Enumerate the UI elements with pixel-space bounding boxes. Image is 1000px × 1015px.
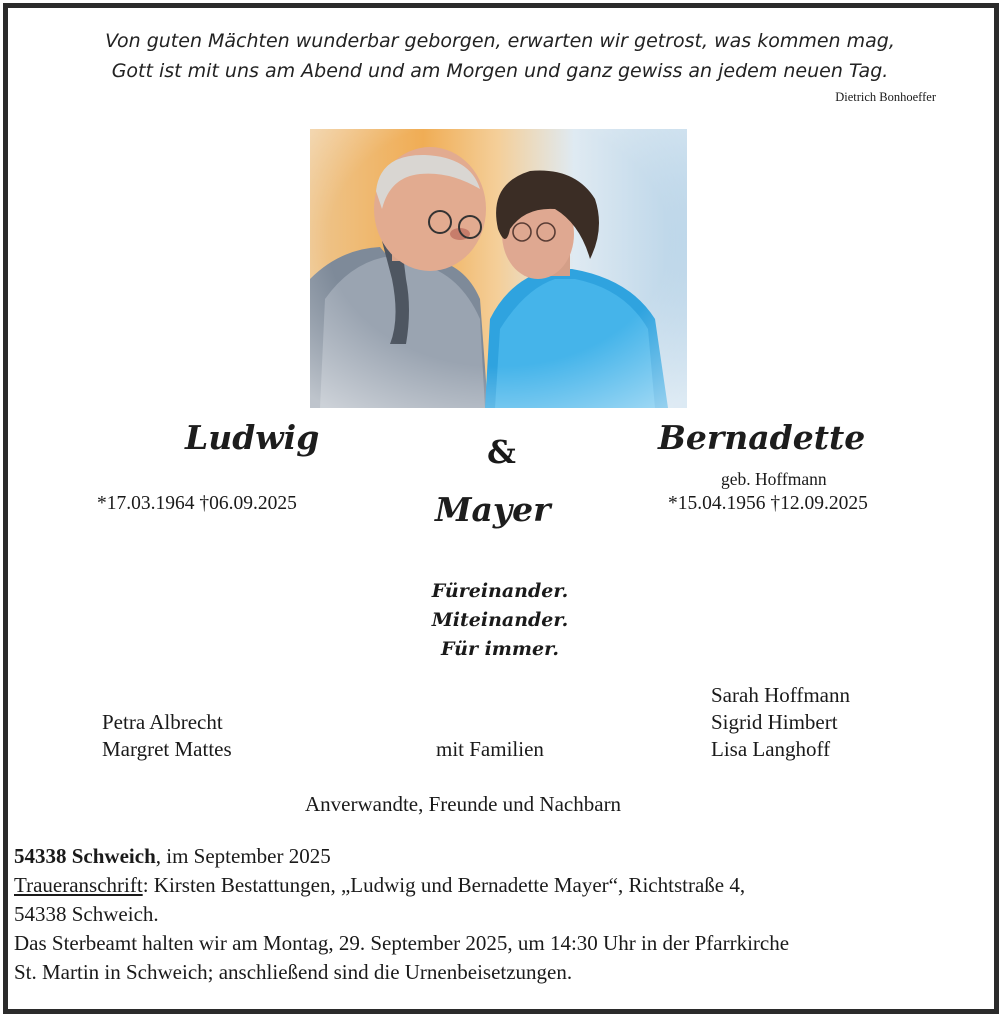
first-name-left: Ludwig xyxy=(185,418,320,457)
quote-line-1: Von guten Mächten wunderbar geborgen, erwarten wir getrost, was kommen mag, xyxy=(105,30,895,52)
dates-left: *17.03.1964 †06.09.2025 xyxy=(97,493,297,514)
service-line-1: Das Sterbeamt halten wir am Montag, 29. September 2025, um 14:30 Uhr in der Pfarrkirche xyxy=(14,931,790,955)
dates-right: *15.04.1956 †12.09.2025 xyxy=(668,493,868,514)
service-line-2: St. Martin in Schweich; anschließend sind die Urnenbeisetzungen. xyxy=(14,960,573,984)
address-label: Traueranschrift xyxy=(14,873,143,897)
place-date: , im September 2025 xyxy=(155,844,331,868)
mourner-right-3: Lisa Langhoff xyxy=(711,737,831,761)
mourners-others: Anverwandte, Freunde und Nachbarn xyxy=(305,792,622,816)
first-name-right: Bernadette xyxy=(658,418,866,457)
ampersand: & xyxy=(487,433,516,471)
place-bold: 54338 Schweich xyxy=(14,844,156,868)
address-line-2: 54338 Schweich. xyxy=(14,902,159,926)
quote-line-2: Gott ist mit uns am Abend und am Morgen und ganz gewiss an jedem neuen Tag. xyxy=(111,60,889,82)
mourner-right-2: Sigrid Himbert xyxy=(711,710,838,734)
mourner-center: mit Familien xyxy=(436,737,544,761)
place-date-line xyxy=(14,844,331,869)
mourner-left-2: Margret Mattes xyxy=(102,737,232,761)
motto-line-1: Füreinander. xyxy=(431,580,569,602)
address-line-1 xyxy=(14,873,745,898)
couple-photo xyxy=(310,129,687,408)
address-text: : Kirsten Bestattungen, „Ludwig und Bernadette Mayer“, Richtstraße 4, xyxy=(142,873,746,897)
motto-line-3: Für immer. xyxy=(441,638,559,660)
motto-line-2: Miteinander. xyxy=(431,609,569,631)
family-name: Mayer xyxy=(435,490,551,529)
quote-author: Dietrich Bonhoeffer xyxy=(835,90,936,104)
mourner-right-1: Sarah Hoffmann xyxy=(711,683,850,707)
mourner-left-1: Petra Albrecht xyxy=(102,710,223,734)
birth-name: geb. Hoffmann xyxy=(721,469,827,489)
